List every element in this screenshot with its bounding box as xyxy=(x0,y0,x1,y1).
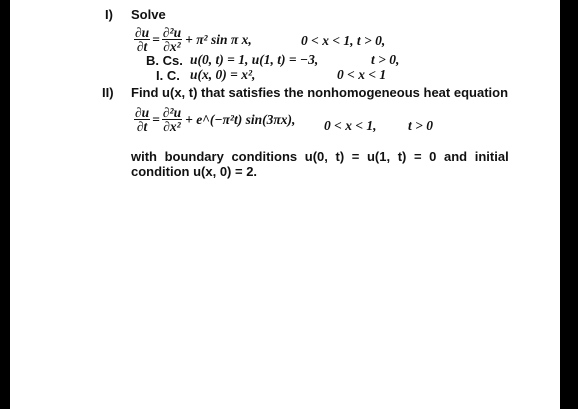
bc-1-domain: t > 0, xyxy=(371,52,400,67)
pde-1-rhs-fraction xyxy=(162,26,182,53)
pde-2-source-term: + e^(−π²t) sin(3πx), xyxy=(185,111,296,127)
problem-2-conditions-line-2: condition u(x, 0) = 2. xyxy=(131,164,258,179)
pde-1-equals: = xyxy=(152,31,160,47)
problem-1-number: I) xyxy=(105,7,113,22)
bc-1-expression: u(0, t) = 1, u(1, t) = −3, xyxy=(190,52,319,67)
pde-1-rhs-denominator: ∂x² xyxy=(163,39,181,54)
problem-1-pde xyxy=(134,26,252,53)
pde-1-source-term: + π² sin π x, xyxy=(185,31,252,47)
pde-1-lhs-fraction xyxy=(134,26,150,53)
problem-2-conditions-line-1: with boundary conditions u(0, t) = u(1, t) = 0 and initial xyxy=(131,149,509,164)
problem-2-number: II) xyxy=(102,85,114,100)
ic-1-label: I. C. xyxy=(156,68,180,83)
document-page xyxy=(10,0,560,409)
pde-2-equals: = xyxy=(152,111,160,127)
problem-2-pde xyxy=(134,106,295,133)
bc-1-label: B. Cs. xyxy=(146,53,183,68)
pde-2-domain-t: t > 0 xyxy=(408,118,433,133)
problem-1-title: Solve xyxy=(131,7,166,22)
pde-2-lhs-fraction xyxy=(134,106,150,133)
pde-2-rhs-fraction xyxy=(162,106,182,133)
pde-2-lhs-denominator: ∂t xyxy=(136,119,148,134)
pde-1-lhs-denominator: ∂t xyxy=(136,39,148,54)
ic-1-expression: u(x, 0) = x², xyxy=(190,67,256,82)
ic-1-domain: 0 < x < 1 xyxy=(337,67,387,82)
pde-2-lhs-numerator: ∂u xyxy=(135,105,150,120)
pde-1-domain: 0 < x < 1, t > 0, xyxy=(301,33,386,48)
problem-2-title: Find u(x, t) that satisfies the nonhomogeneous heat equation xyxy=(131,85,509,100)
pde-2-rhs-numerator: ∂²u xyxy=(162,105,182,120)
pde-2-rhs-denominator: ∂x² xyxy=(163,119,181,134)
pde-1-lhs-numerator: ∂u xyxy=(135,25,150,40)
pde-2-domain-x: 0 < x < 1, xyxy=(324,118,377,133)
pde-1-rhs-numerator: ∂²u xyxy=(162,25,182,40)
